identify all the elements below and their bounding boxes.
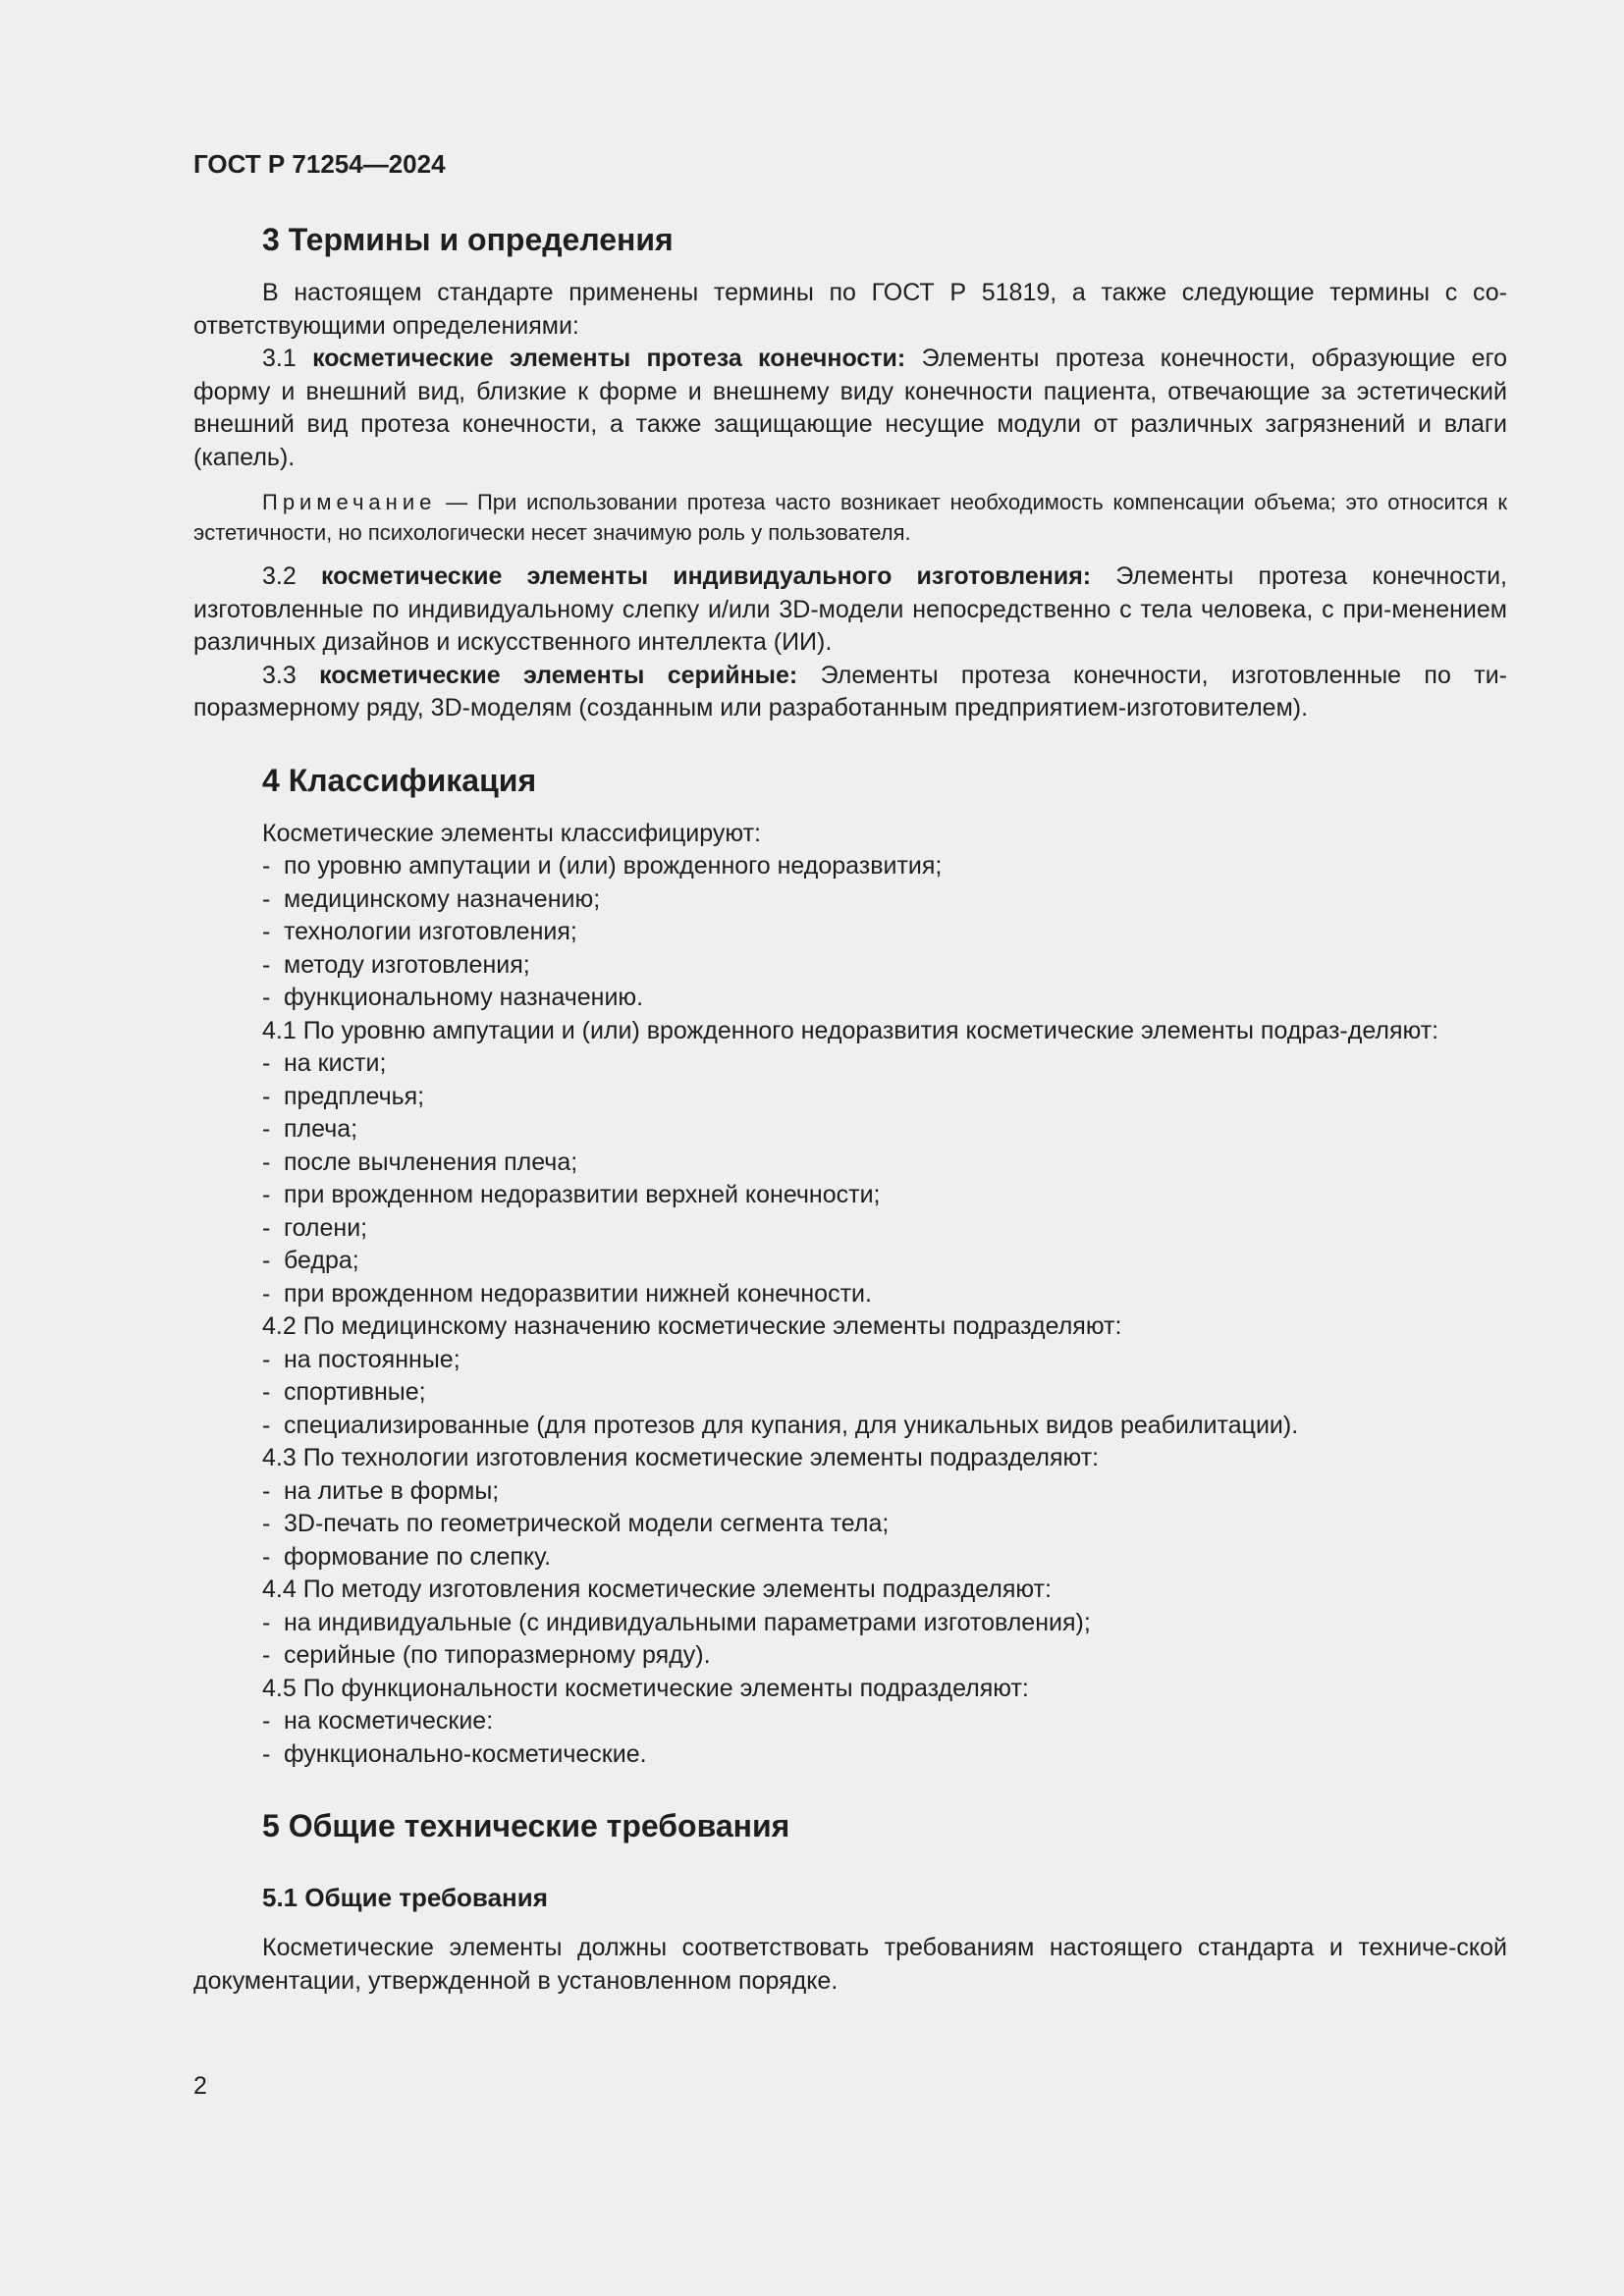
list-dash: -	[262, 1608, 271, 1636]
list-item	[262, 1278, 1507, 1311]
list-dash: -	[262, 1739, 271, 1768]
list-item	[262, 850, 1507, 883]
list-item-text: при врожденном недоразвитии верхней конечности;	[284, 1181, 881, 1208]
list-item	[262, 1081, 1507, 1114]
list-manufacturing-technology	[193, 1475, 1507, 1575]
list-item	[262, 982, 1507, 1015]
list-item-text: на литье в формы;	[284, 1476, 500, 1505]
list-dash: -	[262, 918, 271, 945]
list-item-text: функциональному назначению.	[284, 984, 644, 1011]
term-name: косметические элементы индивидуального изготовления:	[320, 562, 1092, 590]
list-item	[262, 1212, 1507, 1246]
list-dash: -	[262, 1247, 271, 1274]
paragraph-4-2: 4.2 По медицинскому назначению косметические элементы подразделяют:	[262, 1312, 1122, 1340]
list-dash: -	[262, 1345, 271, 1373]
paragraph-4-1: 4.1 По уровню ампутации и (или) врожденного недоразвития косметические элементы подраз-деляют:	[262, 1016, 1439, 1044]
term-number: 3.1	[262, 345, 313, 372]
term-name: косметические элементы протеза конечности:	[312, 345, 906, 372]
list-dash: -	[262, 1049, 271, 1077]
page-number: 2	[193, 2072, 207, 2100]
list-item-text: на косметические:	[284, 1707, 494, 1735]
list-item-text: при врожденном недоразвитии нижней конечности.	[284, 1279, 872, 1308]
list-item-text: спортивные;	[284, 1378, 426, 1406]
note-text: — При использовании протеза часто возникает необходимость компенсации объема; это относится к эстетичности, но психологически несет значимую роль у пользователя.	[193, 490, 1507, 545]
list-item-text: формование по слепку.	[284, 1542, 552, 1571]
note-label: Примечание	[262, 490, 437, 514]
list-dash: -	[262, 1082, 271, 1110]
section-4-title: 4 Классификация	[262, 762, 537, 798]
list-item	[262, 1113, 1507, 1147]
list-item-text: голени;	[284, 1213, 368, 1242]
list-item-text: функционально-косметические.	[284, 1739, 647, 1768]
list-item	[262, 883, 1507, 917]
list-dash: -	[262, 1476, 271, 1505]
term-number: 3.3	[262, 661, 320, 689]
term-3-3	[193, 660, 1507, 725]
list-dash: -	[262, 1279, 271, 1308]
list-manufacturing-method	[193, 1607, 1507, 1673]
list-item-text: 3D-печать по геометрической модели сегмента тела;	[284, 1510, 890, 1537]
list-dash: -	[262, 1542, 271, 1571]
term-definition: Элементы протеза конечности, изготовленные по ти-поразмерному ряду, 3D-моделям (созданным или разработанным предприятием-изготовителем).	[193, 661, 1507, 721]
list-functionality	[193, 1705, 1507, 1771]
list-dash: -	[262, 884, 271, 913]
term-definition: Элементы протеза конечности, изготовленные по индивидуальному слепку и/или 3D-модели непосредственно с тела человека, с при-менением различных дизайнов и искусственного интеллекта (ИИ).	[193, 562, 1507, 656]
section-3-title: 3 Термины и определения	[262, 222, 674, 257]
list-dash: -	[262, 1641, 271, 1669]
list-dash: -	[262, 1707, 271, 1735]
list-item	[262, 1047, 1507, 1081]
list-item-text: технологии изготовления;	[284, 918, 577, 945]
list-item	[262, 1738, 1507, 1772]
list-amputation-level	[193, 1047, 1507, 1310]
term-definition: Элементы протеза конечности, образующие его форму и внешний вид, близкие к форме и внешнему виду конечности пациента, отвечающие за эстетический внешний вид протеза конечности, а также защищающие несущие модули от различных загрязнений и влаги (капель).	[193, 345, 1507, 471]
list-item-text: после вычленения плеча;	[284, 1148, 578, 1176]
list-dash: -	[262, 1510, 271, 1537]
section-4-intro: Косметические элементы классифицируют:	[262, 819, 761, 847]
list-item	[262, 1639, 1507, 1673]
paragraph-5-1: Косметические элементы должны соответствовать требованиям настоящего стандарта и техниче-ской документации, утвержденной в установленном порядке.	[193, 1934, 1507, 1995]
list-item-text: медицинскому назначению;	[284, 884, 601, 913]
section-5-title: 5 Общие технические требования	[262, 1808, 790, 1843]
list-item	[262, 1179, 1507, 1212]
section-3-intro: В настоящем стандарте применены термины по ГОСТ Р 51819, а также следующие термины с со-ответствующими определениями:	[193, 279, 1507, 340]
list-item	[262, 1705, 1507, 1738]
term-3-2	[193, 561, 1507, 660]
page-content	[193, 147, 1507, 1998]
list-item-text: методу изготовления;	[284, 950, 530, 979]
list-item-text: по уровню ампутации и (или) врожденного недоразвития;	[284, 852, 943, 880]
term-number: 3.2	[262, 562, 321, 590]
list-dash: -	[262, 1115, 271, 1143]
list-item-text: на индивидуальные (с индивидуальными параметрами изготовления);	[284, 1608, 1091, 1636]
list-dash: -	[262, 852, 271, 880]
list-medical-purpose	[193, 1344, 1507, 1443]
term-3-1	[193, 343, 1507, 474]
list-item	[262, 1376, 1507, 1410]
list-item-text: плеча;	[284, 1115, 358, 1143]
note-3-1	[193, 487, 1507, 548]
list-dash: -	[262, 1181, 271, 1208]
list-item	[262, 1245, 1507, 1278]
list-dash: -	[262, 1378, 271, 1406]
list-item-text: на постоянные;	[284, 1345, 460, 1373]
list-item	[262, 916, 1507, 949]
subsection-5-1-title: 5.1 Общие требования	[262, 1883, 548, 1912]
list-item	[262, 1410, 1507, 1443]
list-classification-criteria	[193, 850, 1507, 1015]
list-item-text: предплечья;	[284, 1082, 425, 1110]
list-dash: -	[262, 984, 271, 1011]
list-dash: -	[262, 950, 271, 979]
list-item	[262, 949, 1507, 983]
paragraph-4-4: 4.4 По методу изготовления косметические элементы подразделяют:	[262, 1575, 1052, 1603]
list-item-text: специализированные (для протезов для купания, для уникальных видов реабилитации).	[284, 1411, 1299, 1439]
list-item	[262, 1147, 1507, 1180]
running-header: ГОСТ Р 71254—2024	[193, 149, 446, 179]
paragraph-4-5: 4.5 По функциональности косметические элементы подразделяют:	[262, 1674, 1029, 1702]
list-item-text: на кисти;	[284, 1049, 387, 1077]
list-item	[262, 1541, 1507, 1575]
list-dash: -	[262, 1148, 271, 1176]
list-item	[262, 1607, 1507, 1640]
term-name: косметические элементы серийные:	[319, 661, 798, 689]
list-item	[262, 1475, 1507, 1509]
list-item-text: бедра;	[284, 1247, 359, 1274]
list-item	[262, 1508, 1507, 1541]
list-dash: -	[262, 1213, 271, 1242]
list-item	[262, 1344, 1507, 1377]
list-item-text: серийные (по типоразмерному ряду).	[284, 1641, 711, 1669]
paragraph-4-3: 4.3 По технологии изготовления косметические элементы подразделяют:	[262, 1444, 1100, 1471]
list-dash: -	[262, 1411, 271, 1439]
